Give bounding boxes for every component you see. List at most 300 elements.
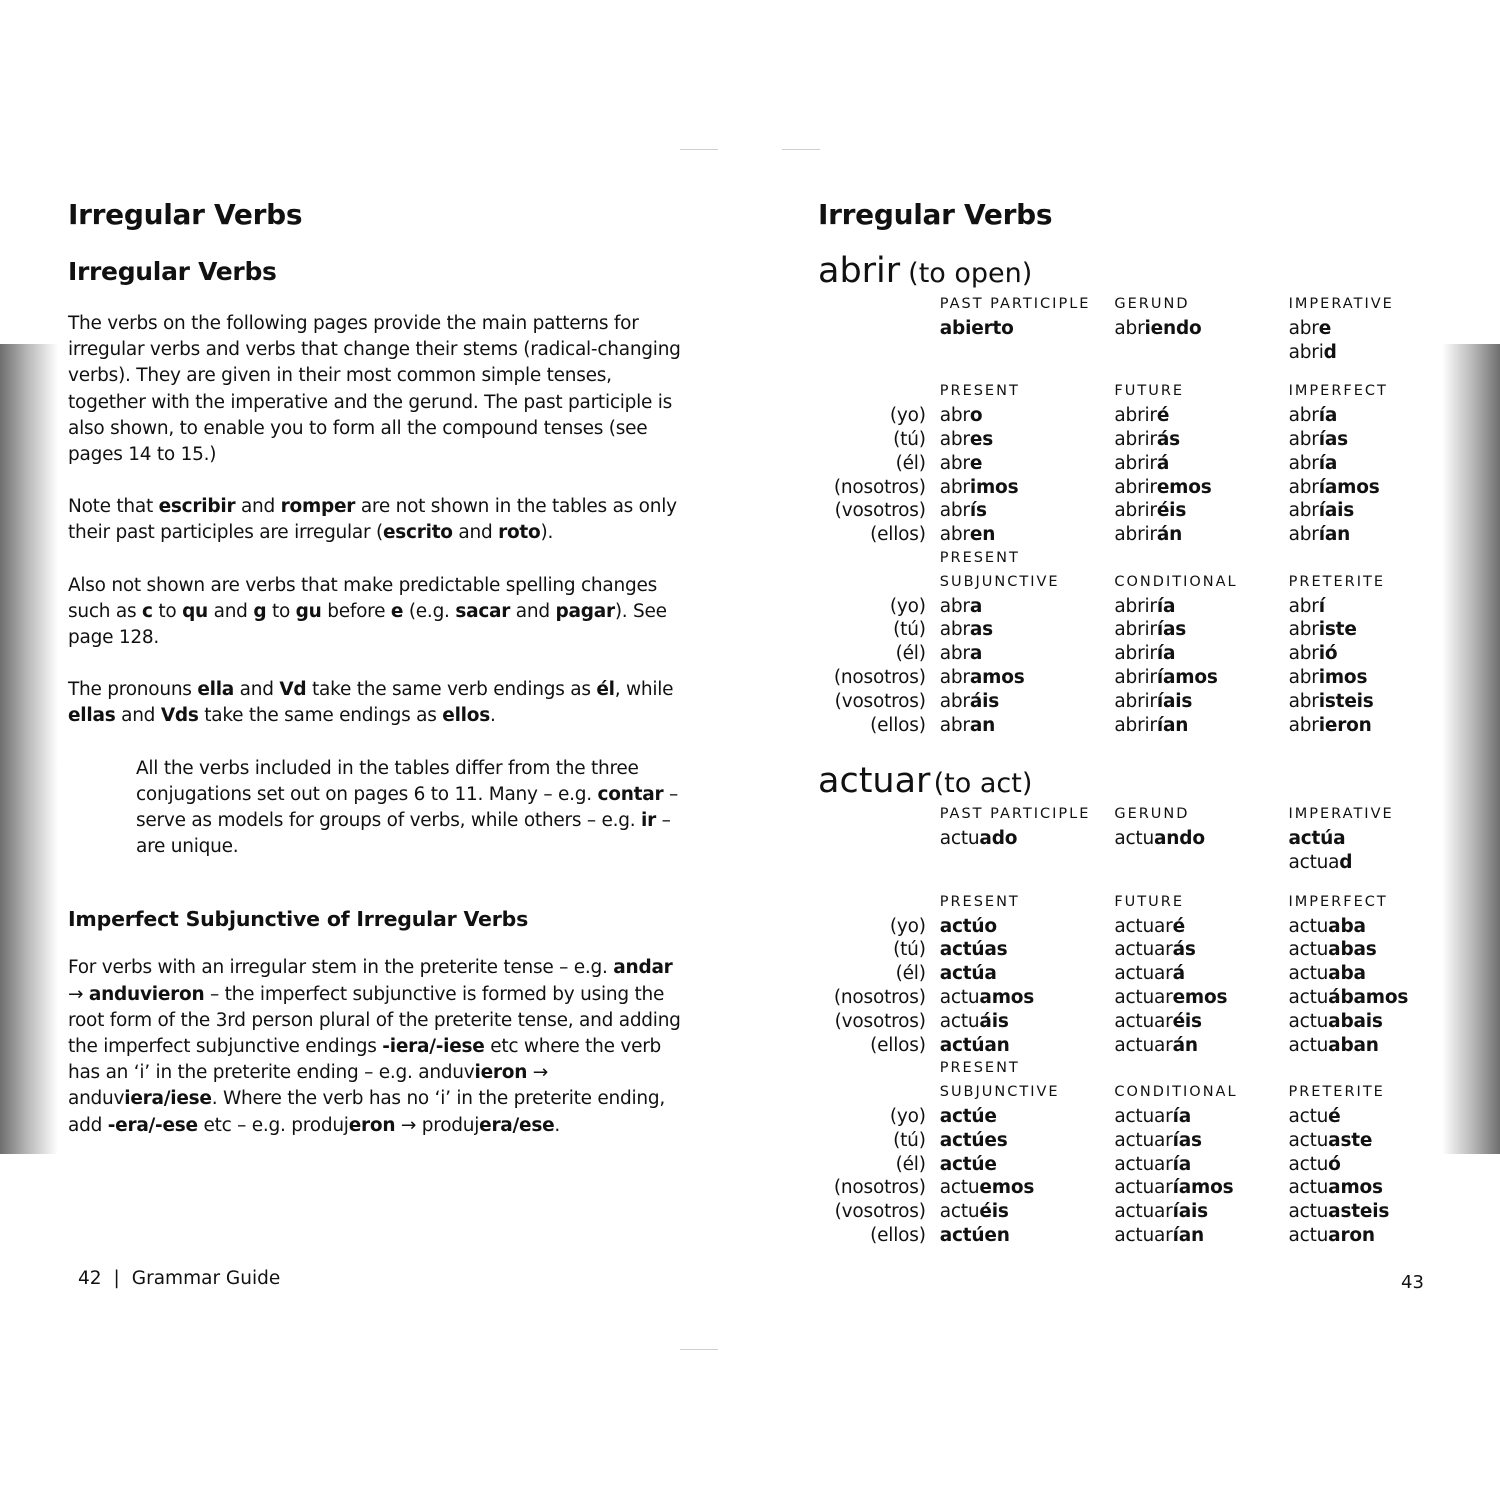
crop-mark — [680, 1349, 718, 1350]
page-number-left: 42 — [78, 1268, 102, 1289]
form-stem: actua — [1288, 851, 1340, 873]
form-ending: a — [969, 643, 983, 665]
form-ending: ás — [1172, 939, 1196, 961]
form-ending: íais — [1156, 690, 1193, 712]
pronouns-paragraph: The pronouns ella and Vd take the same verb endings as él, while ellas and Vds take the same endings as ellos. — [68, 679, 674, 727]
form-stem: actuar — [1114, 939, 1173, 961]
table-row — [818, 851, 1438, 875]
form-stem: actuar — [1114, 1105, 1173, 1127]
intro-paragraph: The verbs on the following pages provide the main patterns for irregular verbs and verbs that change their stems (radical-changing verbs). They are given in their most common simple tenses, together with the imperative and the gerund. The past participle is also shown, to enable you to form all the compound tenses (see pages 14 to 15.) — [68, 313, 681, 466]
future-form — [1114, 476, 1288, 500]
conditional-form — [1114, 690, 1288, 714]
form-ending: actúa — [939, 963, 997, 985]
form-stem: actuar — [1114, 1224, 1173, 1246]
form-ending: abierto — [939, 317, 1014, 339]
crop-mark — [680, 149, 718, 150]
form-stem: actu — [1114, 828, 1155, 850]
form-stem: abr — [939, 476, 970, 498]
label-past-participle: PAST PARTICIPLE — [939, 806, 1091, 823]
pronoun: (él) — [895, 452, 926, 474]
present-form — [926, 915, 1115, 939]
form-ending: ían — [1156, 714, 1189, 736]
form-ending: ían — [1318, 524, 1351, 546]
table-row — [818, 714, 1438, 738]
table-row — [818, 1200, 1438, 1224]
footer-separator: | — [113, 1268, 120, 1289]
label-imperfect: IMPERFECT — [1288, 893, 1388, 910]
page-edge-shadow-right — [1442, 344, 1500, 1154]
table-row — [818, 618, 1438, 642]
label-imperative: IMPERATIVE — [1288, 296, 1394, 312]
form-stem: abrir — [1114, 714, 1157, 736]
section-title: Irregular Verbs — [68, 257, 277, 286]
present-subjunctive-form — [926, 618, 1115, 642]
table-row — [818, 1034, 1438, 1058]
pronoun: (vosotros) — [834, 1201, 926, 1223]
label-present: PRESENT — [939, 383, 1020, 400]
form-ending: imos — [1318, 666, 1368, 688]
label-gerund: GERUND — [1114, 806, 1190, 823]
present-subjunctive-form — [926, 1224, 1115, 1248]
preterite-form — [1288, 1200, 1438, 1224]
imperfect-form — [1289, 404, 1438, 428]
table-row — [818, 690, 1438, 714]
future-form — [1114, 523, 1288, 547]
indented-note: All the verbs included in the tables differ from the three conjugations set out on pages 6 to 11. Many – e.g. contar – serve as models for groups of verbs, while others – e.g. ir – are unique. — [136, 757, 678, 858]
form-stem: actu — [939, 1201, 980, 1223]
form-ending: ía — [1172, 1105, 1191, 1127]
present-subjunctive-form — [926, 595, 1115, 619]
form-stem: abr — [1288, 666, 1319, 688]
label-imperative: IMPERATIVE — [1288, 806, 1394, 823]
preterite-form — [1289, 618, 1438, 642]
form-stem: abrir — [1114, 452, 1157, 474]
form-ending: á — [1172, 963, 1185, 985]
form-ending: án — [1172, 1034, 1198, 1056]
left-page — [68, 195, 688, 1139]
form-stem: abrir — [1114, 619, 1157, 641]
future-form — [1114, 938, 1288, 962]
present-form — [926, 499, 1115, 523]
form-stem: actu — [1288, 1010, 1329, 1032]
table-row — [818, 962, 1438, 986]
pronoun: (ellos) — [870, 714, 926, 736]
form-stem: abr — [1288, 476, 1319, 498]
present-subjunctive-form — [926, 714, 1115, 738]
form-ending: actúa — [1288, 828, 1346, 850]
preterite-form — [1288, 1153, 1438, 1177]
future-form — [1114, 915, 1288, 939]
imperfect-form — [1288, 986, 1438, 1010]
present-subjunctive-form — [926, 1200, 1115, 1224]
form-ending: d — [1339, 851, 1353, 873]
form-stem: actuar — [1114, 1201, 1173, 1223]
pronoun: (nosotros) — [833, 666, 926, 688]
form-stem: actu — [1288, 939, 1329, 961]
table-row — [818, 452, 1438, 476]
pronoun: (tú) — [893, 939, 926, 961]
verb-title-abrir — [818, 249, 1438, 293]
table-row — [818, 1010, 1438, 1034]
form-stem: abr — [939, 428, 970, 450]
conditional-form — [1114, 595, 1288, 619]
table-row — [818, 1153, 1438, 1177]
form-ending: actúo — [939, 915, 997, 937]
form-stem: abr — [1288, 714, 1319, 736]
form-stem: abrir — [1114, 643, 1157, 665]
future-form — [1114, 986, 1288, 1010]
past-participle-form — [926, 317, 1115, 341]
form-ending: abas — [1328, 939, 1377, 961]
form-stem: actu — [939, 986, 980, 1008]
form-ending: emos — [979, 1177, 1035, 1199]
label-imperfect: IMPERFECT — [1288, 383, 1388, 400]
form-stem: abr — [1288, 643, 1319, 665]
preterite-form — [1289, 690, 1438, 714]
table-row — [818, 317, 1438, 341]
form-ending: e — [969, 452, 983, 474]
present-form — [926, 452, 1115, 476]
page-number-right: 43 — [1401, 1272, 1424, 1293]
form-ending: ía — [1156, 643, 1176, 665]
form-ending: aron — [1328, 1224, 1375, 1246]
form-ending: es — [969, 428, 994, 450]
imperfect-form — [1288, 1010, 1438, 1034]
form-ending: íais — [1318, 500, 1355, 522]
table-row — [818, 915, 1438, 939]
imperfect-form — [1289, 452, 1438, 476]
form-stem: abr — [939, 690, 970, 712]
form-ending: amos — [979, 986, 1035, 1008]
form-stem: abr — [1288, 405, 1319, 427]
form-ending: íamos — [1156, 666, 1218, 688]
present-form — [926, 1034, 1115, 1058]
imperfect-form — [1289, 428, 1438, 452]
present-form — [926, 428, 1115, 452]
form-ending: iste — [1318, 619, 1357, 641]
present-form — [926, 523, 1115, 547]
form-ending: actúan — [939, 1034, 1010, 1056]
future-form — [1114, 428, 1288, 452]
form-stem: actu — [1288, 1129, 1329, 1151]
form-stem: abr — [939, 500, 970, 522]
form-ending: ías — [1318, 428, 1348, 450]
conditional-form — [1114, 714, 1288, 738]
form-ending: ado — [979, 828, 1018, 850]
table-row — [818, 666, 1438, 690]
form-ending: íais — [1172, 1201, 1208, 1223]
form-ending: ía — [1318, 452, 1338, 474]
page-edge-shadow-left — [0, 344, 58, 1154]
table-row — [818, 404, 1438, 428]
footer-title: Grammar Guide — [131, 1268, 281, 1289]
form-ending: isteis — [1318, 690, 1374, 712]
form-stem: abr — [1288, 428, 1319, 450]
form-ending: a — [969, 595, 983, 617]
verb-tables — [818, 249, 1438, 1248]
form-ending: ó — [1328, 1153, 1341, 1175]
form-ending: í — [1318, 595, 1325, 617]
form-stem: actu — [1288, 1034, 1329, 1056]
form-ending: amos — [969, 666, 1025, 688]
future-form — [1114, 1010, 1288, 1034]
conjugation-table-actuar — [818, 803, 1438, 1247]
form-ending: aba — [1328, 963, 1366, 985]
form-stem: actuar — [1114, 1034, 1173, 1056]
form-stem: actu — [1288, 1201, 1329, 1223]
form-ending: ás — [1156, 428, 1180, 450]
form-stem: actu — [1288, 986, 1329, 1008]
form-stem: abr — [939, 666, 970, 688]
imperative-form — [1288, 851, 1438, 875]
table-row — [818, 986, 1438, 1010]
form-ending: ías — [1156, 619, 1187, 641]
present-form — [926, 1010, 1115, 1034]
pronoun: (yo) — [889, 405, 926, 427]
form-stem: abr — [939, 643, 970, 665]
gerund-form — [1114, 827, 1288, 851]
conditional-form — [1114, 666, 1288, 690]
label-present: PRESENT — [939, 893, 1020, 910]
pronoun: (él) — [895, 963, 926, 985]
spelling-changes-paragraph: Also not shown are verbs that make predictable spelling changes such as c to qu and g to gu before e (e.g. sacar and pagar). See page 128. — [68, 574, 667, 649]
form-stem: actu — [1288, 1177, 1329, 1199]
table-row — [818, 1129, 1438, 1153]
form-ending: actúas — [939, 939, 1008, 961]
table-row — [818, 341, 1438, 365]
form-stem: abrir — [1114, 666, 1157, 688]
table-row — [818, 476, 1438, 500]
form-stem: abri — [1288, 341, 1324, 363]
verb-title-actuar — [818, 759, 1438, 803]
pronoun: (nosotros) — [833, 476, 926, 498]
form-stem: actu — [939, 828, 980, 850]
form-ending: amos — [1328, 1177, 1383, 1199]
form-ending: aba — [1328, 915, 1366, 937]
preterite-form — [1288, 1105, 1438, 1129]
form-ending: é — [1328, 1105, 1341, 1127]
pronoun: (yo) — [889, 595, 926, 617]
label-future: FUTURE — [1114, 383, 1185, 400]
pronoun: (yo) — [889, 1105, 926, 1127]
form-stem: abr — [939, 714, 970, 736]
imperfect-form — [1288, 962, 1438, 986]
form-stem: abr — [1288, 619, 1319, 641]
pronoun: (él) — [895, 643, 926, 665]
preterite-form — [1288, 1176, 1438, 1200]
form-ending: ía — [1156, 595, 1176, 617]
form-ending: é — [1156, 405, 1170, 427]
verb-infinitive: actuar — [818, 761, 931, 802]
form-ending: ió — [1318, 643, 1338, 665]
form-stem: abrir — [1114, 524, 1157, 546]
form-ending: áis — [969, 690, 1000, 712]
form-ending: ieron — [1318, 714, 1372, 736]
form-ending: asteis — [1328, 1201, 1390, 1223]
conditional-form — [1114, 1153, 1288, 1177]
form-stem: abrir — [1114, 476, 1157, 498]
table-row — [818, 1224, 1438, 1248]
imperfect-form — [1288, 1034, 1438, 1058]
pronoun: (ellos) — [870, 1224, 926, 1246]
pronoun: (nosotros) — [833, 1177, 926, 1199]
pronoun: (ellos) — [870, 1034, 926, 1056]
present-subjunctive-form — [926, 666, 1115, 690]
form-ending: en — [969, 524, 996, 546]
present-subjunctive-form — [926, 1105, 1115, 1129]
conditional-form — [1114, 1224, 1288, 1248]
form-stem: abr — [1114, 317, 1145, 339]
form-stem: actu — [1288, 915, 1329, 937]
table-row — [818, 1105, 1438, 1129]
preterite-form — [1288, 1224, 1438, 1248]
form-stem: abrir — [1114, 405, 1157, 427]
note-paragraph-escribir: Note that escribir and romper are not shown in the tables as only their past participles are irregular (escrito and roto). — [68, 496, 677, 544]
pronoun: (tú) — [893, 1129, 926, 1151]
conditional-form — [1114, 618, 1288, 642]
future-form — [1114, 452, 1288, 476]
verb-gloss: (to open) — [908, 258, 1033, 289]
form-ending: éis — [1172, 1010, 1202, 1032]
table-row — [818, 938, 1438, 962]
running-head: Irregular Verbs — [68, 198, 303, 231]
imperfect-form — [1288, 938, 1438, 962]
form-stem: abr — [1288, 595, 1319, 617]
form-ending: áis — [979, 1010, 1009, 1032]
table-row — [818, 642, 1438, 666]
conditional-form — [1114, 1105, 1288, 1129]
form-stem: actu — [1288, 963, 1329, 985]
form-ending: aban — [1328, 1034, 1379, 1056]
imperative-form — [1289, 317, 1438, 341]
conditional-form — [1114, 642, 1288, 666]
form-stem: actuar — [1114, 986, 1173, 1008]
form-stem: abr — [1288, 690, 1319, 712]
gerund-form — [1114, 317, 1288, 341]
right-page — [818, 195, 1438, 1248]
form-ending: ís — [969, 500, 987, 522]
form-stem: abr — [1288, 500, 1319, 522]
form-stem: actu — [1288, 1105, 1329, 1127]
present-form — [926, 938, 1115, 962]
form-stem: abrir — [1114, 595, 1157, 617]
form-ending: ía — [1318, 405, 1338, 427]
form-ending: actúen — [939, 1224, 1010, 1246]
form-ending: éis — [1156, 500, 1187, 522]
form-stem: actu — [939, 1010, 980, 1032]
form-stem: abrir — [1114, 500, 1157, 522]
verb-gloss: (to act) — [933, 768, 1033, 800]
form-stem: abr — [939, 619, 970, 641]
form-ending: ando — [1154, 828, 1205, 850]
form-stem: actuar — [1114, 1010, 1173, 1032]
pronoun: (vosotros) — [834, 500, 926, 522]
pronoun: (tú) — [893, 619, 926, 641]
future-form — [1114, 1034, 1288, 1058]
preterite-form — [1288, 1129, 1438, 1153]
verb-infinitive: abrir — [818, 251, 901, 291]
present-form — [926, 962, 1115, 986]
pronoun: (yo) — [889, 915, 926, 937]
form-stem: actu — [1288, 1224, 1329, 1246]
present-form — [926, 404, 1115, 428]
imperative-form — [1288, 827, 1438, 851]
future-form — [1114, 499, 1288, 523]
footer-left — [78, 1268, 280, 1289]
preterite-form — [1289, 595, 1438, 619]
form-stem: abr — [1288, 524, 1319, 546]
form-ending: ían — [1172, 1224, 1204, 1246]
imperfect-form — [1289, 523, 1438, 547]
form-stem: abr — [939, 524, 970, 546]
form-ending: éis — [979, 1201, 1009, 1223]
pronoun: (vosotros) — [834, 690, 926, 712]
pronoun: (él) — [895, 1153, 926, 1175]
conditional-form — [1114, 1200, 1288, 1224]
form-ending: ías — [1172, 1129, 1202, 1151]
crop-mark — [782, 149, 820, 150]
form-stem: actuar — [1114, 915, 1173, 937]
form-ending: aste — [1328, 1129, 1373, 1151]
conjugation-table-abrir — [818, 293, 1438, 737]
future-form — [1114, 962, 1288, 986]
form-stem: abrir — [1114, 428, 1157, 450]
pronoun: (vosotros) — [834, 1010, 926, 1032]
table-row — [818, 428, 1438, 452]
form-ending: imos — [969, 476, 1019, 498]
label-present-2: PRESENT — [939, 1060, 1020, 1077]
form-ending: íamos — [1172, 1177, 1234, 1199]
label-gerund: GERUND — [1114, 296, 1190, 312]
pronoun: (ellos) — [870, 524, 926, 546]
form-ending: an — [969, 714, 996, 736]
label-preterite: PRETERITE — [1288, 573, 1385, 590]
conditional-form — [1114, 1129, 1288, 1153]
pronoun: (tú) — [893, 428, 926, 450]
table-row — [818, 1176, 1438, 1200]
present-subjunctive-form — [926, 642, 1115, 666]
label-future: FUTURE — [1114, 893, 1184, 910]
table-row — [818, 499, 1438, 523]
form-ending: emos — [1156, 476, 1212, 498]
label-past-participle: PAST PARTICIPLE — [939, 296, 1091, 312]
form-ending: d — [1323, 341, 1337, 363]
subheading-imperfect-subjunctive: Imperfect Subjunctive of Irregular Verbs — [68, 907, 529, 932]
imperfect-form — [1288, 915, 1438, 939]
form-ending: án — [1156, 524, 1183, 546]
imperfect-subjunctive-paragraph: For verbs with an irregular stem in the preterite tense – e.g. andar → anduvieron – the imperfect subjunctive is formed by using the root form of the 3rd person plural of the preterite tense, and adding the imperfect subjunctive endings -iera/-iese etc where the verb has an ‘i’ in the preterite ending – e.g. anduvieron → anduviera/iese. Where the verb has no ‘i’ in the preterite ending, add -era/-ese etc – e.g. produjeron → produjera/ese. — [68, 957, 681, 1136]
future-form — [1114, 404, 1288, 428]
form-ending: iendo — [1144, 317, 1202, 339]
form-ending: actúes — [939, 1129, 1008, 1151]
form-ending: emos — [1172, 986, 1228, 1008]
label-present-2: PRESENT — [939, 549, 1020, 566]
preterite-form — [1289, 714, 1438, 738]
past-participle-form — [926, 827, 1115, 851]
form-ending: á — [1156, 452, 1170, 474]
table-row — [818, 595, 1438, 619]
table-row — [818, 827, 1438, 851]
form-stem: actuar — [1114, 1177, 1173, 1199]
form-ending: o — [969, 405, 983, 427]
present-subjunctive-form — [926, 1176, 1115, 1200]
form-stem: actu — [1288, 1153, 1329, 1175]
label-subjunctive: SUBJUNCTIVE — [939, 1084, 1060, 1101]
preterite-form — [1289, 642, 1438, 666]
conditional-form — [1114, 1176, 1288, 1200]
form-ending: abais — [1328, 1010, 1383, 1032]
form-ending: é — [1172, 915, 1185, 937]
